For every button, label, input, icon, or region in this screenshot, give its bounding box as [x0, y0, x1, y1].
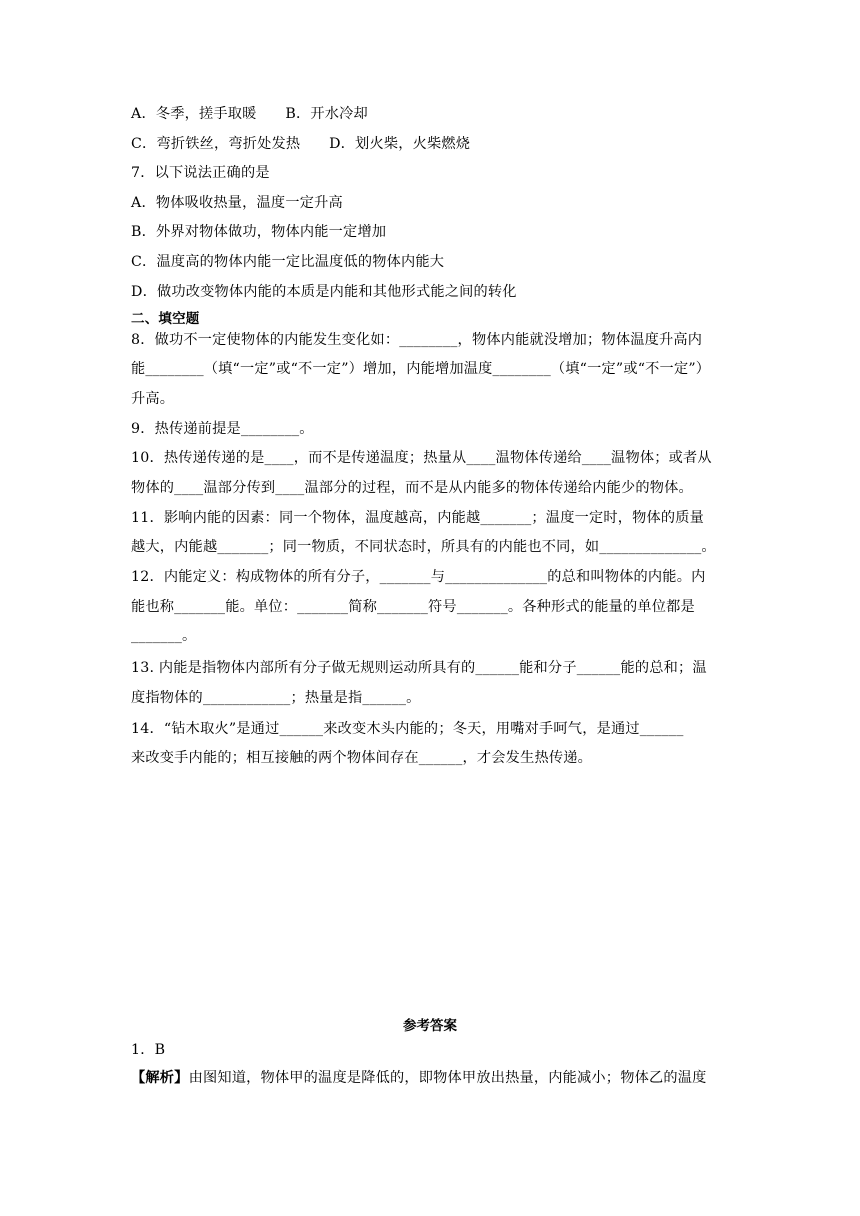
- q9-line-1: 9．热传递前提是________。: [131, 421, 314, 437]
- q13-line-1: 13. 内能是指物体内部所有分子做无规则运动所具有的______能和分子______能的总和；温: [131, 660, 707, 676]
- q12-line-2: 能也称_______能。单位：_______简称_______符号_______。各种形式的能量的单位都是: [131, 599, 695, 615]
- q12-line-1: 12．内能定义：构成物体的所有分子，_______与______________的总和叫物体的内能。内: [131, 569, 706, 585]
- explanation-text: 由图知道，物体甲的温度是降低的，即物体甲放出热量，内能减小；物体乙的温度: [188, 1070, 707, 1086]
- q7-option-a: A．物体吸收热量，温度一定升高: [131, 195, 343, 211]
- section-heading-fill-in: 二、填空题: [131, 311, 200, 327]
- explanation-tag: 【解析】: [131, 1070, 189, 1086]
- q14-line-2: 来改变手内能的；相互接触的两个物体间存在______，才会发生热传递。: [131, 750, 593, 766]
- q11-line-2: 越大，内能越_______；同一物质，不同状态时，所具有的内能也不同，如______________。: [131, 539, 716, 555]
- q6-options-cd: C．弯折铁丝，弯折处发热 D．划火柴，火柴燃烧: [131, 136, 471, 152]
- q10-line-2: 物体的____温部分传到____温部分的过程，而不是从内能多的物体传递给内能少的物体。: [131, 480, 693, 496]
- q8-line-1: 8．做功不一定使物体的内能发生变化如：________，物体内能就没增加；物体温度升高内: [131, 332, 703, 348]
- q11-line-1: 11．影响内能的因素：同一个物体，温度越高，内能越_______；温度一定时，物体的质量: [131, 510, 705, 526]
- q7-stem: 7．以下说法正确的是: [131, 165, 270, 181]
- answer-1-explanation: [131, 1068, 707, 1088]
- q7-option-b: B．外界对物体做功，物体内能一定增加: [131, 224, 387, 240]
- answer-1: 1．B: [131, 1042, 166, 1058]
- q6-options-ab: A．冬季，搓手取暖 B．开水冷却: [131, 106, 368, 122]
- q7-option-d: D．做功改变物体内能的本质是内能和其他形式能之间的转化: [131, 284, 517, 300]
- q8-line-3: 升高。: [131, 391, 175, 407]
- q12-line-3: _______。: [131, 628, 197, 644]
- q7-option-c: C．温度高的物体内能一定比温度低的物体内能大: [131, 254, 445, 270]
- q10-line-1: 10．热传递传递的是____，而不是传递温度；热量从____温物体传递给____温物体；或者从: [131, 450, 712, 466]
- q13-line-2: 度指物体的____________；热量是指______。: [131, 690, 421, 706]
- answers-title: 参考答案: [403, 1018, 457, 1034]
- q8-line-2: 能________（填“一定”或“不一定”）增加，内能增加温度________（填“一定”或“不一定”）: [131, 361, 711, 377]
- q14-line-1: 14．“钻木取火”是通过______来改变木头内能的；冬天，用嘴对手呵气，是通过______: [131, 721, 684, 737]
